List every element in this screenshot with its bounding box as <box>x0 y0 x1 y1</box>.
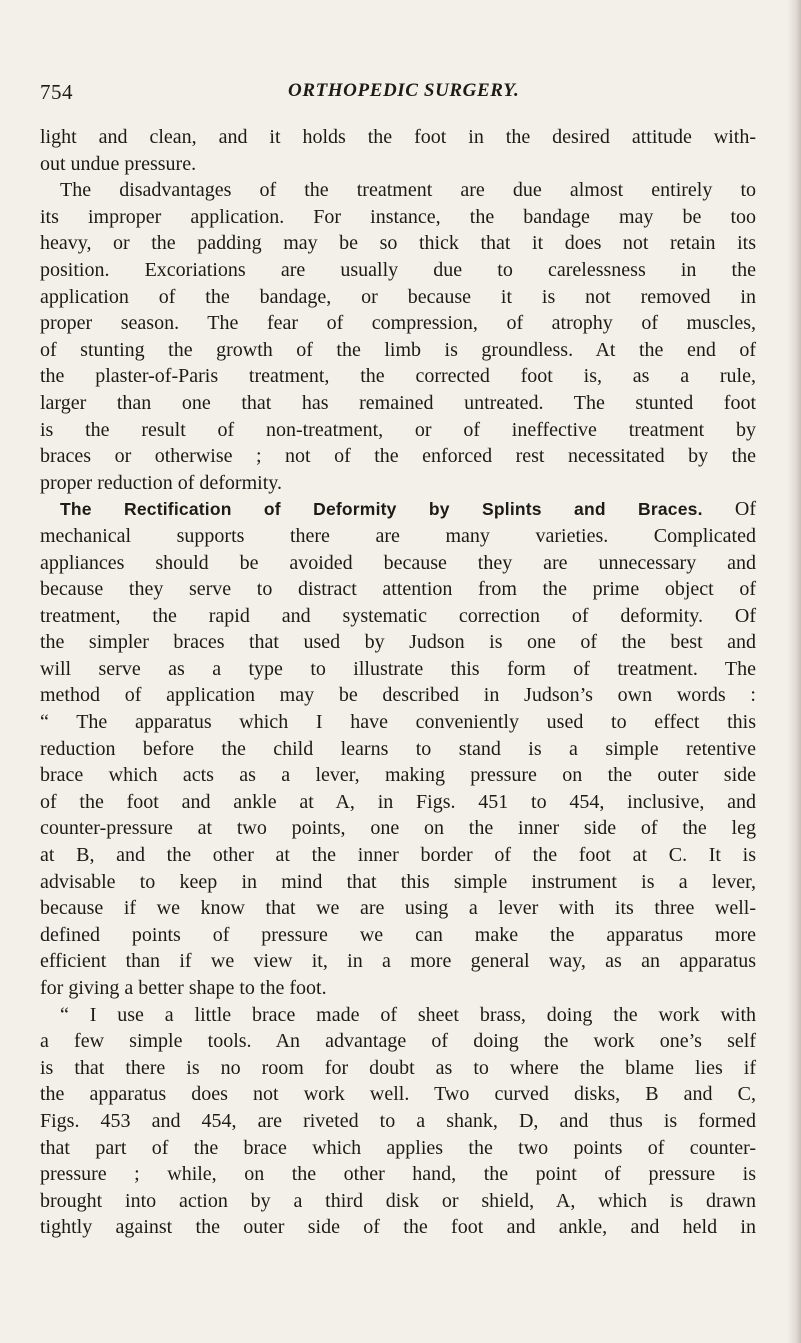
text-line: Figs. 453 and 454, are riveted to a shank, D, and thus is formed <box>40 1109 756 1132</box>
text-line: will serve as a type to illustrate this form of treatment. The <box>40 657 756 680</box>
text-line: is that there is no room for doubt as to where the blame lies if <box>40 1056 756 1079</box>
text-line: appliances should be avoided because they are unnecessary and <box>40 551 756 574</box>
text-line: proper reduction of deformity. <box>40 471 282 494</box>
text-line: reduction before the child learns to stand is a simple retentive <box>40 737 756 760</box>
text-line: mechanical supports there are many varieties. Complicated <box>40 524 756 547</box>
text-line: the simpler braces that used by Judson is one of the best and <box>40 631 756 654</box>
text-line: is the result of non-treatment, or of ineffective treatment by <box>40 418 756 441</box>
text-line: “ The apparatus which I have conveniently used to effect this <box>40 711 756 734</box>
text-line: pressure ; while, on the other hand, the point of pressure is <box>40 1163 756 1186</box>
text-line: method of application may be described in Judson’s own words : <box>40 684 756 707</box>
running-title: ORTHOPEDIC SURGERY. <box>288 80 520 101</box>
text-line: defined points of pressure we can make the apparatus more <box>40 923 756 946</box>
text-line: a few simple tools. An advantage of doing the work one’s self <box>40 1030 756 1053</box>
text-line: The disadvantages of the treatment are due almost entirely to <box>60 179 756 202</box>
text-line: brace which acts as a lever, making pressure on the outer side <box>40 764 756 787</box>
text-line: advisable to keep in mind that this simple instrument is a lever, <box>40 870 756 893</box>
body-text <box>40 124 756 1241</box>
text-line: of stunting the growth of the limb is groundless. At the end of <box>40 338 756 361</box>
text-line: because they serve to distract attention from the prime object of <box>40 578 756 601</box>
section-heading: The Rectification of Deformity by Splints and Braces. <box>60 499 703 520</box>
text-line: position. Excoriations are usually due to carelessness in the <box>40 258 756 281</box>
text-line: the plaster-of-Paris treatment, the corrected foot is, as a rule, <box>40 365 756 388</box>
text-line: heavy, or the padding may be so thick that it does not retain its <box>40 232 756 255</box>
text-line: counter-pressure at two points, one on the inner side of the leg <box>40 817 756 840</box>
text-line: the apparatus does not work well. Two curved disks, B and C, <box>40 1083 756 1106</box>
text-line: braces or otherwise ; not of the enforced rest necessitated by the <box>40 445 756 468</box>
text-line: larger than one that has remained untreated. The stunted foot <box>40 391 756 414</box>
text-line: of the foot and ankle at A, in Figs. 451 to 454, inclusive, and <box>40 790 756 813</box>
text-line: that part of the brace which applies the two points of counter- <box>40 1136 756 1159</box>
text-line: at B, and the other at the inner border of the foot at C. It is <box>40 844 756 867</box>
text-line: application of the bandage, or because it is not removed in <box>40 285 756 308</box>
text-line: tightly against the outer side of the foot and ankle, and held in <box>40 1216 756 1239</box>
running-header <box>40 80 760 110</box>
text-fragment: Of <box>734 498 757 521</box>
text-line: efficient than if we view it, in a more general way, as an apparatus <box>40 950 756 973</box>
text-line: brought into action by a third disk or shield, A, which is drawn <box>40 1189 756 1212</box>
section-heading-line <box>40 496 756 523</box>
page-edge-shadow <box>787 0 801 1343</box>
text-line: its improper application. For instance, the bandage may be too <box>40 205 756 228</box>
text-line: light and clean, and it holds the foot in the desired attitude with- <box>40 126 756 148</box>
text-line: “ I use a little brace made of sheet brass, doing the work with <box>60 1003 756 1026</box>
text-line: treatment, the rapid and systematic correction of deformity. Of <box>40 604 756 627</box>
text-line: proper season. The fear of compression, of atrophy of muscles, <box>40 312 756 335</box>
text-line: out undue pressure. <box>40 152 197 175</box>
text-line: because if we know that we are using a lever with its three well- <box>40 897 756 920</box>
page-number: 754 <box>40 80 73 104</box>
text-line: for giving a better shape to the foot. <box>40 977 327 999</box>
